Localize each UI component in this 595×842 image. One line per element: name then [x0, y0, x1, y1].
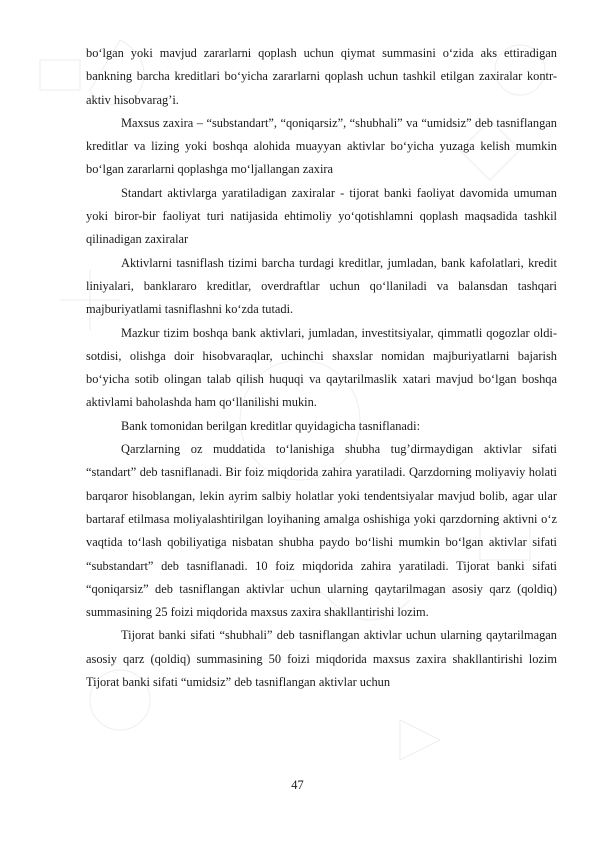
- paragraph: Aktivlarni tasniflash tizimi barcha turdagi kreditlar, jumladan, bank kafolatlari, kredit liniyalari, banklararo kreditlar, overdraftlar uchun qo‘llaniladi va balansdan tashqari majburiyatlami tasniflashni ko‘zda tutadi.: [86, 255, 557, 317]
- paragraph: Maxsus zaxira – “substandart”, “qoniqarsiz”, “shubhali” va “umidsiz” deb tasniflangan kreditlar va lizing yoki boshqa alohida muayyan aktivlar bo‘yicha yuzaga kelish mumkin bo‘lgan zararlarni qoplashga mo‘ljallangan zaxira: [86, 115, 557, 177]
- paragraph: Bank tomonidan berilgan kreditlar quyidagicha tasniflanadi:: [121, 418, 421, 433]
- paragraph: Tijorat banki sifati “shubhali” deb tasniflangan aktivlar uchun ularning qaytarilmagan asosiy qarz (qoldiq) summasining 50 foizi miqdorida maxsus zaxira shakllantirishi lozim Tijorat banki sifati “umidsiz” deb tasniflangan aktivlar uchun: [86, 628, 557, 690]
- paragraph: Qarzlarning oz muddatida to‘lanishiga shubha tug’dirmaydigan aktivlar sifati “standart” deb tasniflanadi. Bir foiz miqdorida zahira yaratiladi. Qarzdorning moliyaviy holati barqaror hisoblangan, lekin ayrim salbiy holatlar yoki tendentsiyalar mavjud bolib, agar ular bartaraf etilmasa moliyalashtirilgan loyihaning amalga oshishiga yoki qarzdorning aktivni o‘z vaqtida to‘lash qobiliyatiga nisbatan shubha paydo bo‘lishi mumkin bo‘lgan aktivlar sifati “substandart” deb tasniflanadi. 10 foiz miqdorida zahira yaratiladi. Tijorat banki sifati “qoniqarsiz” deb tasniflangan aktivlar uchun ularning qaytarilmagan asosiy qarz (qoldiq) summasining 25 foizi miqdorida maxsus zaxira shakllantirishi lozim.: [86, 442, 557, 620]
- page-number: 47: [291, 778, 304, 792]
- paragraph: Standart aktivlarga yaratiladigan zaxiralar - tijorat banki faoliyat davomida umuman yoki biror-bir faoliyat turi natijasida ehtimoliy yo‘qotishlamni qoplash maqsadida tashkil qilinadigan zaxiralar: [86, 185, 557, 247]
- paragraph: bo‘lgan yoki mavjud zararlarni qoplash uchun qiymat summasini o‘zida aks ettiradigan bankning barcha kreditlari bo‘yicha zararlarni qoplash uchun tashkil etilgan zaxiralar kontr-aktiv hisobvarag’i.: [86, 46, 557, 107]
- paragraph: Mazkur tizim boshqa bank aktivlari, jumladan, investitsiyalar, qimmatli qogozlar oldi-sotdisi, olishga doir hisobvaraqlar, uchinchi shaxslar nomidan majburiyatlarni bajarish bo‘yicha sotib olingan talab qilish huquqi va qaytarilmaslik xatari mavjud bo‘lgan boshqa aktivlami baholashda ham qo‘llanilishi mukin.: [86, 325, 557, 410]
- document-body: [86, 42, 557, 694]
